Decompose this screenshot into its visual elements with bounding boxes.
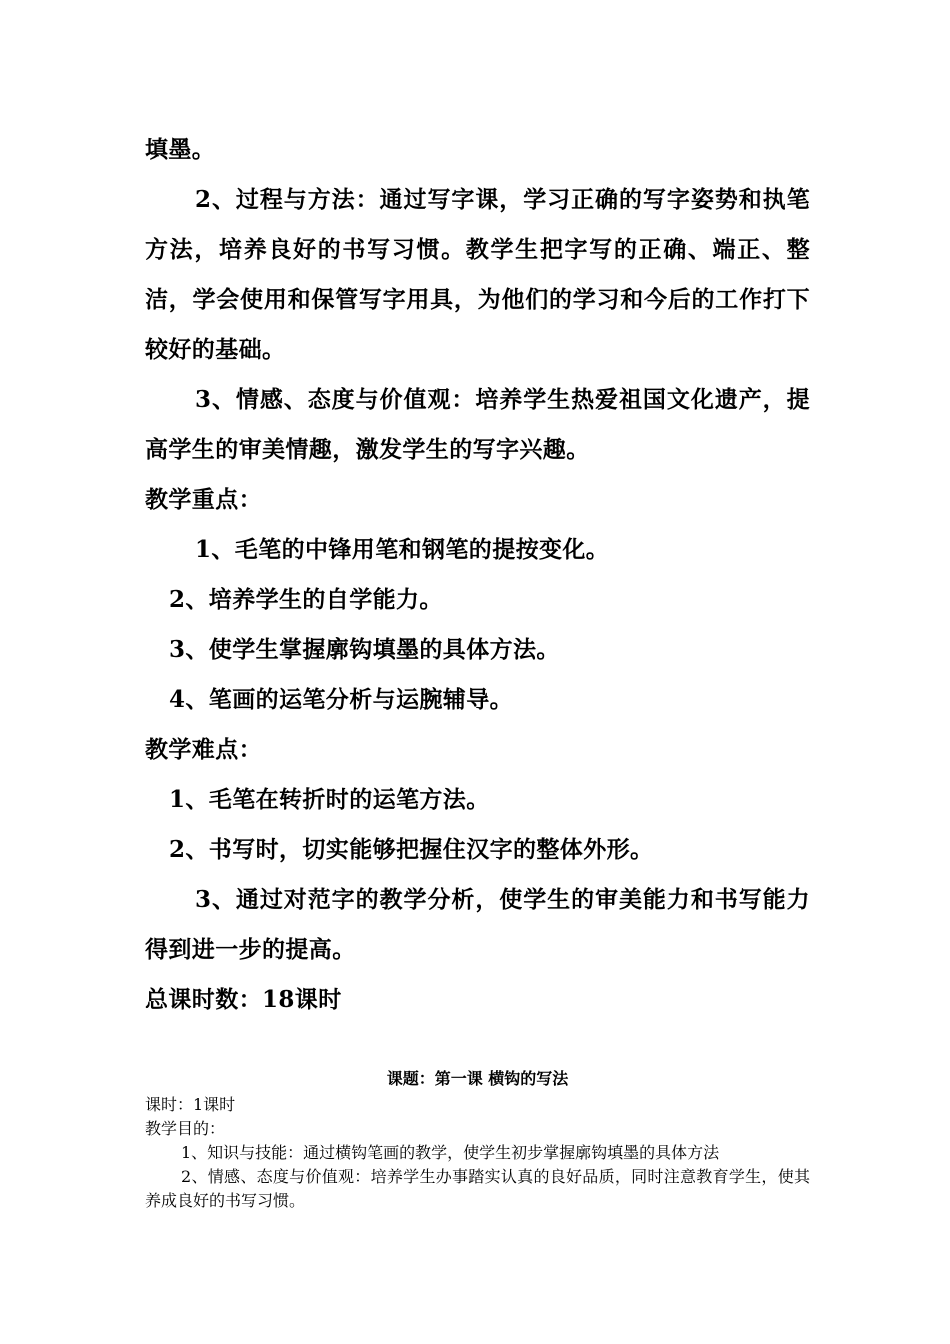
lesson-goal-item: 2、情感、态度与价值观：培养学生办事踏实认真的良好品质，同时注意教育学生，使其养成良好的书写习惯。	[145, 1167, 810, 1210]
difficult-point-item: 3、通过对范字的教学分析，使学生的审美能力和书写能力得到进一步的提高。	[145, 886, 810, 963]
difficult-points-heading: 教学难点：	[145, 736, 262, 763]
section-spacer	[145, 1025, 810, 1065]
difficult-point-item: 1、毛笔在转折时的运笔方法。	[169, 786, 490, 813]
lesson-hours: 课时：1课时	[145, 1095, 236, 1114]
difficult-point-item: 2、书写时，切实能够把握住汉字的整体外形。	[169, 836, 654, 863]
paragraph-process-method: 2、过程与方法：通过写字课，学习正确的写字姿势和执笔方法，培养良好的书写习惯。教学生把字写的正确、端正、整洁，学会使用和保管写字用具，为他们的学习和今后的工作打下较好的基础。	[145, 186, 810, 363]
lesson-goal-item: 1、知识与技能：通过横钩笔画的教学，使学生初步掌握廓钩填墨的具体方法	[181, 1143, 720, 1162]
key-point-item: 2、培养学生的自学能力。	[169, 586, 443, 613]
total-hours: 总课时数：18课时	[145, 986, 342, 1013]
paragraph-continuation: 填墨。	[145, 136, 216, 163]
key-point-item: 1、毛笔的中锋用笔和钢笔的提按变化。	[195, 536, 610, 563]
paragraph-emotion-attitude: 3、情感、态度与价值观：培养学生热爱祖国文化遗产，提高学生的审美情趣，激发学生的写字兴趣。	[145, 386, 810, 463]
document-page	[145, 125, 810, 1213]
key-point-item: 3、使学生掌握廓钩填墨的具体方法。	[169, 636, 560, 663]
key-point-item: 4、笔画的运笔分析与运腕辅导。	[169, 686, 514, 713]
lesson-title: 课题：第一课 横钩的写法	[386, 1069, 569, 1088]
lesson-goal-heading: 教学目的：	[145, 1119, 226, 1138]
key-points-heading: 教学重点：	[145, 486, 262, 513]
